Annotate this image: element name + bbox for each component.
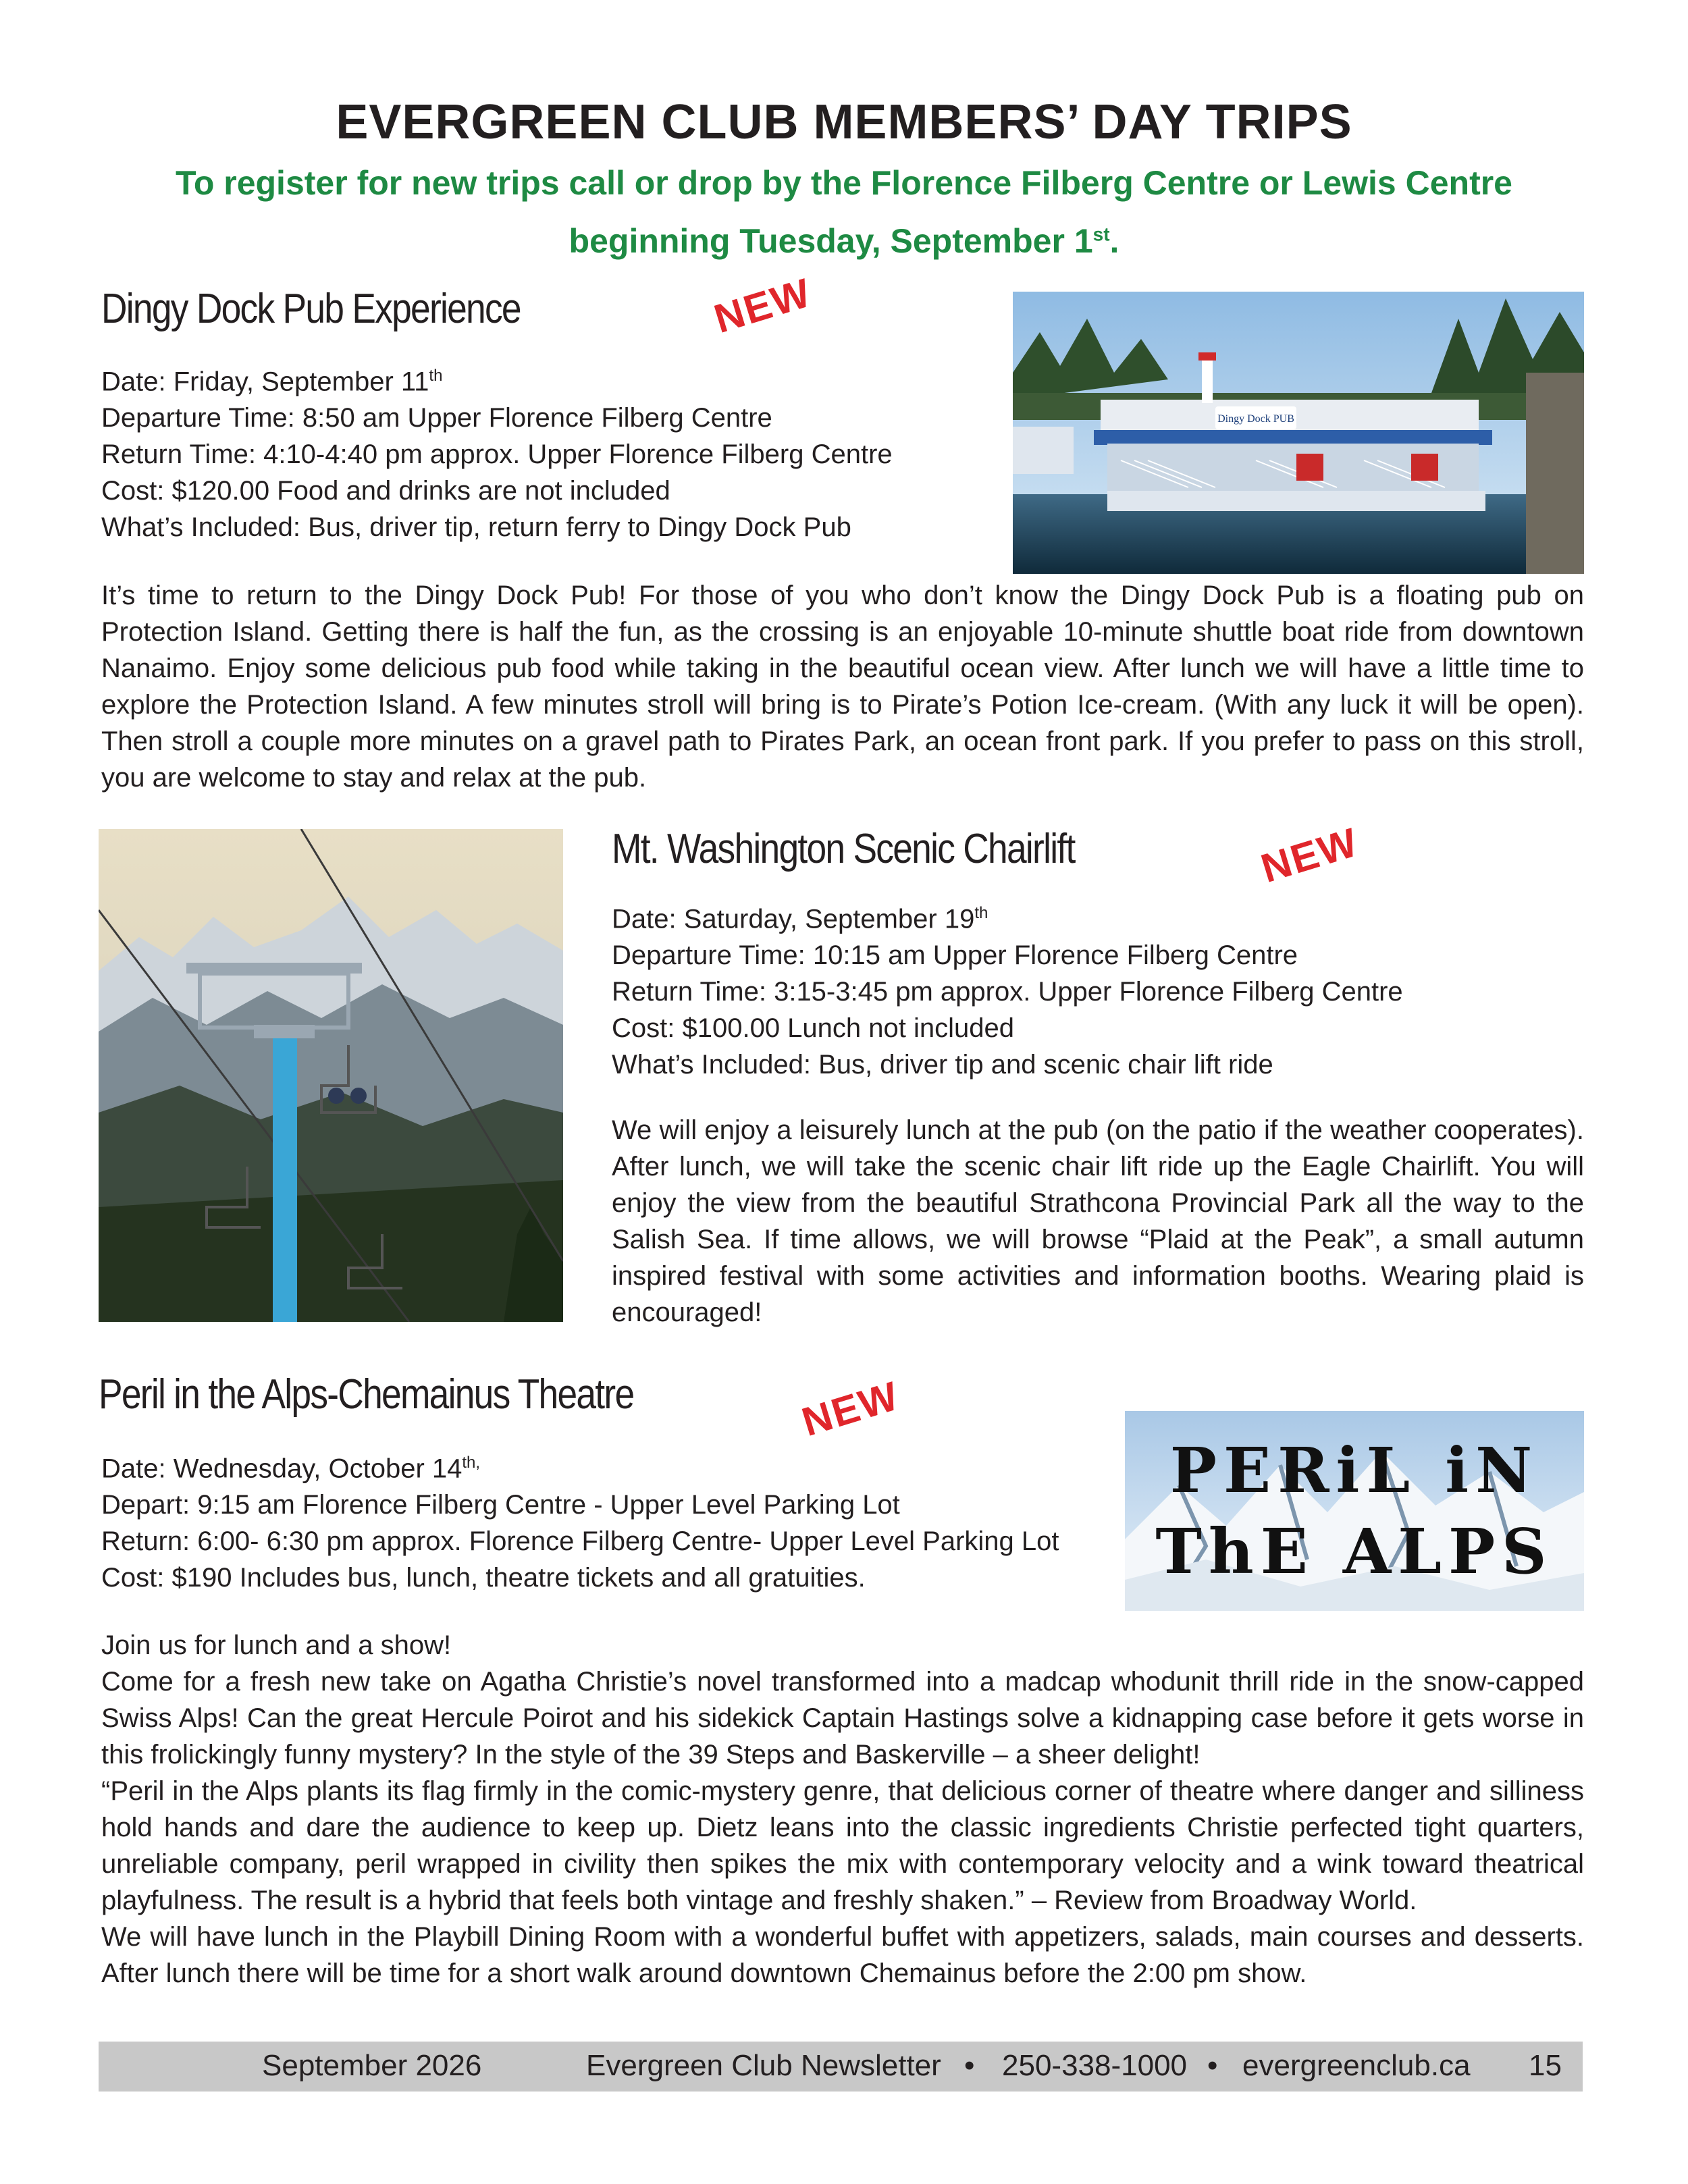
- trip-3-description: [101, 1627, 1584, 1992]
- footer-page-number: 15: [1529, 2049, 1562, 2082]
- trip-1-date-text: Date: Friday, September 11: [101, 367, 429, 397]
- register-date: beginning Tuesday, September 1: [569, 222, 1093, 260]
- trip-3-title: Peril in the Alps-Chemainus Theatre: [99, 1371, 634, 1418]
- register-line-1: To register for new trips call or drop by the Florence Filberg Centre or Lewis Centre: [175, 164, 1512, 202]
- register-date-suffix: st: [1092, 223, 1110, 245]
- trip-3-date-suffix: th,: [462, 1454, 481, 1472]
- trip-2-return: Return Time: 3:15-3:45 pm approx. Upper Florence Filberg Centre: [612, 977, 1403, 1007]
- trip-2-date-text: Date: Saturday, September 19: [612, 904, 975, 934]
- footer-newsletter: Evergreen Club Newsletter: [586, 2049, 941, 2082]
- pub-sign-text: Dingy Dock PUB: [1217, 413, 1294, 425]
- trip-2-date-suffix: th: [974, 904, 988, 922]
- register-date-period: .: [1109, 222, 1119, 260]
- trip-3-intro: Join us for lunch and a show!: [101, 1630, 452, 1660]
- trip-1-new-badge: NEW: [709, 269, 817, 342]
- trip-2-new-badge: NEW: [1256, 819, 1364, 892]
- trip-3-new-badge: NEW: [797, 1373, 905, 1445]
- trip-1-description: It’s time to return to the Dingy Dock Pub! For those of you who don’t know the Dingy Dock Pub is a floating pub on Protection Island. Getting there is half the fun, as the crossing is an enjoyable 10-minute shuttle boat ride from downtown Nanaimo. Enjoy some delicious pub food while taking in the beautiful ocean view. After lunch we will have a little time to explore the Protection Island. A few minutes stroll will bring is to Pirate’s Potion Ice-cream. (With any luck it will be open). Then stroll a couple more minutes on a gravel path to Pirates Park, an ocean front park. If you prefer to pass on this stroll, you are welcome to stay and relax at the pub.: [101, 581, 1584, 793]
- trip-3-departure: Depart: 9:15 am Florence Filberg Centre - Upper Level Parking Lot: [101, 1490, 900, 1520]
- trip-1-return: Return Time: 4:10-4:40 pm approx. Upper Florence Filberg Centre: [101, 440, 893, 470]
- footer-separator-2: •: [1207, 2049, 1218, 2082]
- trip-2-date: [612, 895, 1403, 937]
- trip-3-story: Come for a fresh new take on Agatha Christie’s novel transformed into a madcap whodunit thrill ride in the snow-capped Swiss Alps! Can the great Hercule Poirot and his sidekick Captain Hastings solve a kidnapping case before it gets worse in this frolickingly funny mystery? In the style of the 39 Steps and Baskerville – a sheer delight!: [101, 1667, 1584, 1769]
- trip-2-description: We will enjoy a leisurely lunch at the pub (on the patio if the weather cooperates). After lunch, we will take the scenic chair lift ride up the Eagle Chairlift. You will enjoy the view from the beautiful Strathcona Provincial Park all the way to the Salish Sea. If time allows, we will browse “Plaid at the Peak”, a small autumn inspired festival with some activities and information booths. Wearing plaid is encouraged!: [612, 1115, 1584, 1327]
- footer-phone: 250-338-1000: [1002, 2049, 1188, 2082]
- register-line-2: [0, 221, 1688, 261]
- trip-1-included: What’s Included: Bus, driver tip, return ferry to Dingy Dock Pub: [101, 512, 851, 543]
- trip-3-date: [101, 1445, 1059, 1487]
- trip-3-details: [101, 1445, 1059, 1596]
- peril-in-the-alps-poster: [1125, 1411, 1584, 1611]
- trip-1-title: Dingy Dock Pub Experience: [101, 286, 521, 332]
- poster-line-2: ThE ALPS: [1155, 1515, 1554, 1588]
- trip-3-date-text: Date: Wednesday, October 14: [101, 1454, 463, 1484]
- trip-3-review: “Peril in the Alps plants its flag firmly in the comic-mystery genre, that delicious corner of theatre where danger and silliness hold hands and dare the audience to keep up. Dietz leans into the classic ingredients Christie perfected tight quarters, unreliable company, peril wrapped in civility then spikes the mix with contemporary velocity and a wink toward theatrical playfulness. The result is a hybrid that feels both vintage and freshly shaken.” – Review from Broadway World.: [101, 1776, 1584, 1915]
- footer-website: evergreenclub.ca: [1242, 2049, 1471, 2082]
- trip-1-date-suffix: th: [429, 367, 443, 385]
- trip-1-date: [101, 358, 893, 400]
- trip-1-cost: Cost: $120.00 Food and drinks are not included: [101, 476, 670, 506]
- trip-2-departure: Departure Time: 10:15 am Upper Florence Filberg Centre: [612, 940, 1298, 971]
- trip-2-included: What’s Included: Bus, driver tip and scenic chair lift ride: [612, 1050, 1273, 1080]
- poster-line-1: PERiL iN: [1169, 1434, 1539, 1507]
- page-footer: [99, 2042, 1583, 2092]
- footer-separator-1: •: [964, 2049, 975, 2082]
- trip-2-title: Mt. Washington Scenic Chairlift: [612, 826, 1075, 872]
- trip-3-lunch: We will have lunch in the Playbill Dining Room with a wonderful buffet with appetizers, salads, main courses and desserts. After lunch there will be time for a short walk around downtown Chemainus before the 2:00 pm show.: [101, 1922, 1584, 1988]
- trip-3-return: Return: 6:00- 6:30 pm approx. Florence Filberg Centre- Upper Level Parking Lot: [101, 1526, 1059, 1557]
- chairlift-photo: [99, 829, 563, 1322]
- trip-1-departure: Departure Time: 8:50 am Upper Florence Filberg Centre: [101, 403, 772, 433]
- trip-1-details: [101, 358, 893, 545]
- trip-2-cost: Cost: $100.00 Lunch not included: [612, 1013, 1014, 1044]
- page-title: EVERGREEN CLUB MEMBERS’ DAY TRIPS: [336, 95, 1352, 149]
- footer-date: September 2026: [262, 2049, 482, 2082]
- dingy-dock-pub-photo: [1013, 292, 1584, 574]
- trip-2-details: [612, 895, 1403, 1083]
- trip-3-cost: Cost: $190 Includes bus, lunch, theatre tickets and all gratuities.: [101, 1563, 866, 1593]
